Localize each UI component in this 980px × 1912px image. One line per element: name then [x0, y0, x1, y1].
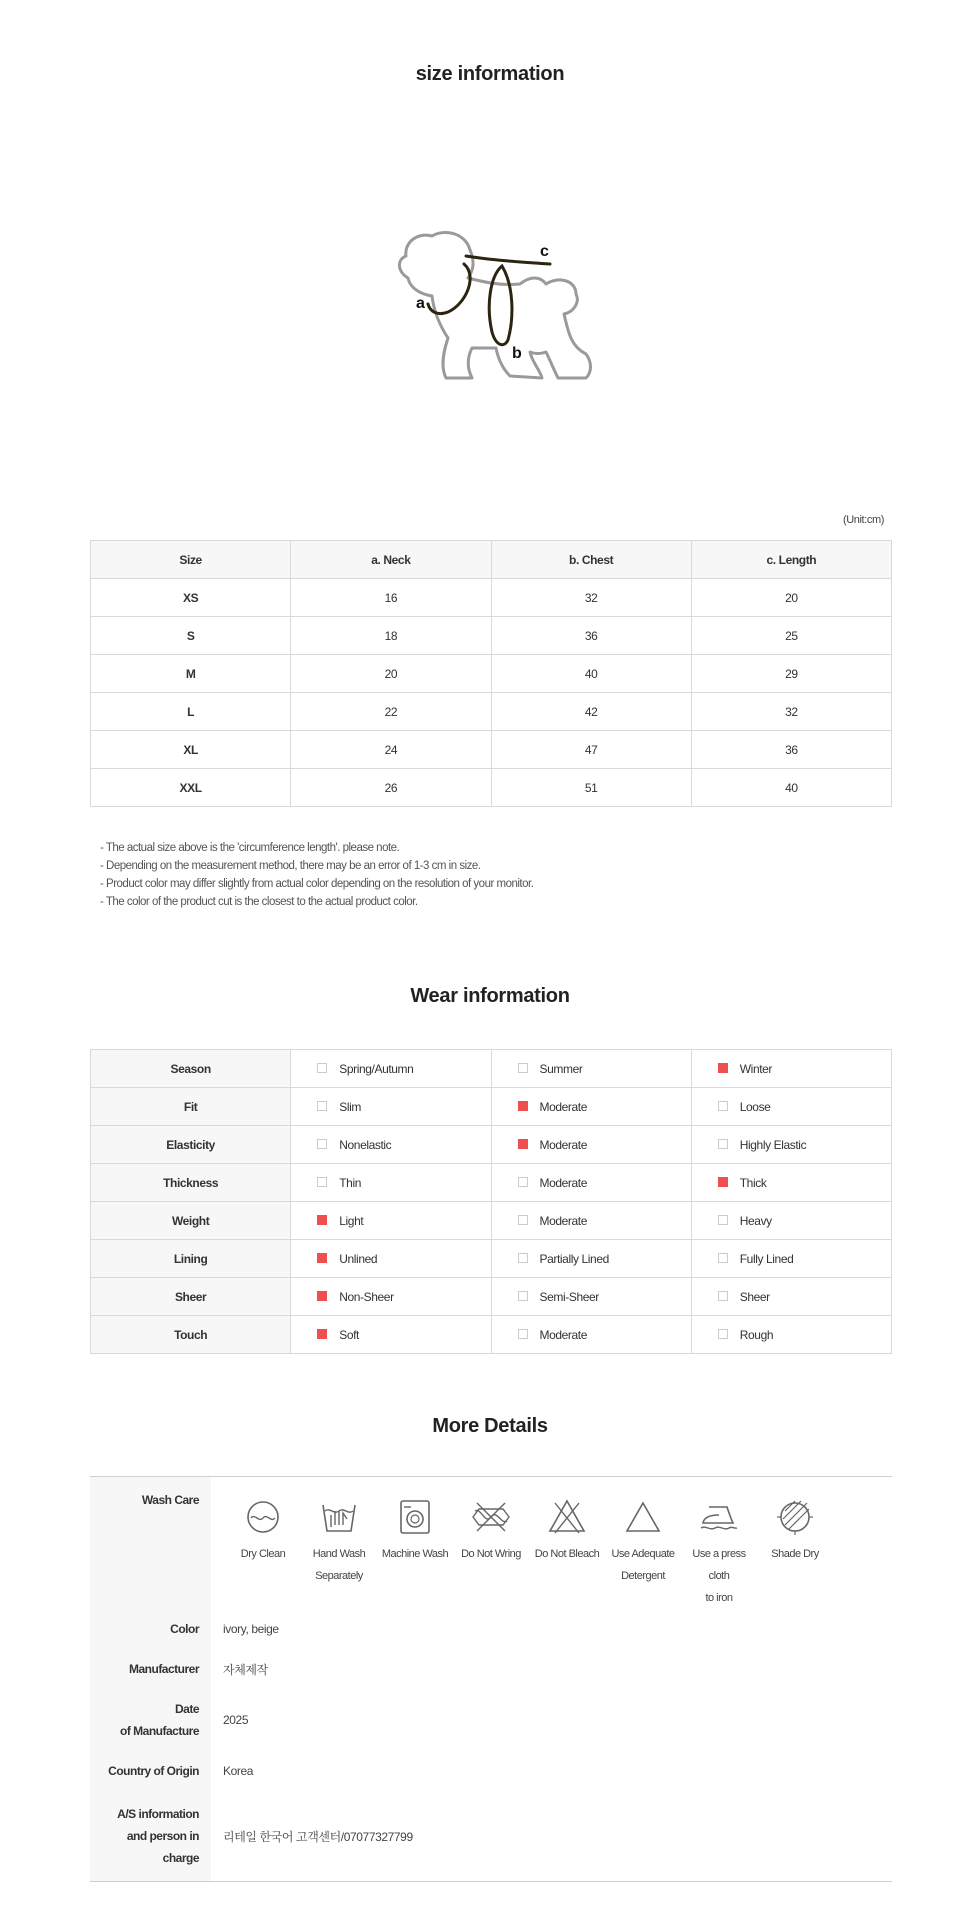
wear-option-label: Highly Elastic: [739, 1137, 807, 1152]
detail-label-line: and person in: [126, 1829, 199, 1843]
size-row: [91, 617, 892, 655]
details-table: [90, 1476, 892, 1882]
detail-value: Korea: [223, 1764, 254, 1778]
wear-option-cell: [291, 1050, 491, 1088]
wear-option-cell: [291, 1316, 491, 1354]
wear-option-label: Sheer: [739, 1289, 770, 1304]
wear-option-label: Moderate: [539, 1099, 587, 1114]
wash-care-text: Dry Clean: [240, 1548, 286, 1560]
wear-option-cell: [691, 1088, 891, 1126]
checkbox-checked: [518, 1139, 528, 1149]
chest-cell: 51: [491, 769, 691, 807]
wear-option-label: Light: [339, 1213, 364, 1228]
checkbox-unchecked: [718, 1139, 728, 1149]
wash-care-text: Machine Wash: [381, 1548, 449, 1560]
wear-option-cell: [491, 1164, 691, 1202]
chest-cell: 47: [491, 731, 691, 769]
checkbox-unchecked: [317, 1177, 327, 1187]
wear-option-cell: [491, 1202, 691, 1240]
size-notes: [100, 839, 533, 911]
checkbox-unchecked: [718, 1215, 728, 1225]
neck-cell: 20: [291, 655, 491, 693]
wash-care-item: [453, 1497, 529, 1565]
detail-value: 리테일 한국어 고객센터/07077327799: [223, 1829, 413, 1844]
size-row: [91, 731, 892, 769]
wear-option-label: Moderate: [539, 1213, 587, 1228]
wear-option-cell: [691, 1164, 891, 1202]
size-info-title: size information: [415, 63, 565, 85]
more-details-title: More Details: [432, 1415, 548, 1437]
detail-label-line: of Manufacture: [119, 1724, 199, 1738]
wash-care-item: [681, 1497, 757, 1609]
checkbox-checked: [718, 1177, 728, 1187]
wear-row-thickness: [91, 1164, 892, 1202]
chest-cell: 40: [491, 655, 691, 693]
do-not-bleach-icon: [547, 1497, 587, 1537]
note-line: - Depending on the measurement method, there may be an error of 1-3 cm in size.: [100, 860, 481, 872]
size-cell: XS: [91, 579, 291, 617]
length-measure-line: [466, 256, 550, 264]
chest-cell: 32: [491, 579, 691, 617]
checkbox-unchecked: [718, 1253, 728, 1263]
wash-care-text: Do Not Wring: [461, 1548, 521, 1560]
wear-row-sheer: [91, 1278, 892, 1316]
wear-option-cell: [491, 1088, 691, 1126]
wear-option-label: Loose: [739, 1099, 771, 1114]
detail-label-line: Color: [170, 1622, 199, 1636]
wear-table: [90, 1049, 892, 1354]
wear-label: Sheer: [91, 1278, 291, 1316]
wash-care-text: Separately: [315, 1570, 363, 1582]
press-cloth-iron-icon: [699, 1497, 739, 1537]
wear-option-cell: [291, 1126, 491, 1164]
detail-label: [90, 1751, 211, 1791]
wear-option-cell: [691, 1050, 891, 1088]
wear-option-label: Moderate: [539, 1137, 587, 1152]
wear-option-cell: [291, 1278, 491, 1316]
wear-option-cell: [691, 1278, 891, 1316]
wash-care-item: [225, 1497, 301, 1565]
wear-row-season: [91, 1050, 892, 1088]
checkbox-checked: [518, 1101, 528, 1111]
wash-care-item: [301, 1497, 377, 1587]
unit-label: (Unit:cm): [842, 514, 884, 526]
size-row: [91, 693, 892, 731]
wear-option-label: Fully Lined: [739, 1251, 794, 1266]
wear-label: Season: [91, 1050, 291, 1088]
wear-row-lining: [91, 1240, 892, 1278]
header-length: c. Length: [691, 541, 891, 579]
wear-row-fit: [91, 1088, 892, 1126]
wear-option-label: Nonelastic: [339, 1137, 392, 1152]
machine-wash-icon: [395, 1497, 435, 1537]
checkbox-unchecked: [317, 1139, 327, 1149]
label-a: a: [416, 295, 425, 312]
wear-label: Fit: [91, 1088, 291, 1126]
wear-option-cell: [691, 1316, 891, 1354]
wear-label: Touch: [91, 1316, 291, 1354]
wear-option-label: Moderate: [539, 1175, 587, 1190]
wash-care-text: Detergent: [621, 1570, 665, 1582]
wear-option-label: Summer: [539, 1061, 583, 1076]
hand-wash-icon: [319, 1497, 359, 1537]
wear-option-label: Moderate: [539, 1327, 587, 1342]
detail-label: [90, 1689, 211, 1751]
neck-cell: 22: [291, 693, 491, 731]
length-cell: 25: [691, 617, 891, 655]
wear-option-cell: [291, 1088, 491, 1126]
neck-cell: 18: [291, 617, 491, 655]
chest-measure-line: [489, 266, 512, 345]
detail-row: [90, 1751, 892, 1791]
wash-care-text: Do Not Bleach: [534, 1548, 600, 1560]
chest-cell: 36: [491, 617, 691, 655]
wear-option-label: Non-Sheer: [339, 1289, 394, 1304]
note-line: - The color of the product cut is the closest to the actual product color.: [100, 896, 418, 908]
detail-label-line: Date: [174, 1702, 199, 1716]
detail-label: [90, 1649, 211, 1689]
shade-dry-icon: [775, 1497, 815, 1537]
wear-option-cell: [291, 1240, 491, 1278]
size-row: [91, 579, 892, 617]
checkbox-unchecked: [718, 1329, 728, 1339]
chest-cell: 42: [491, 693, 691, 731]
checkbox-unchecked: [317, 1063, 327, 1073]
wear-label: Thickness: [91, 1164, 291, 1202]
detail-label-line: Manufacturer: [128, 1662, 199, 1676]
detail-label-line: A/S information: [117, 1807, 199, 1821]
wear-option-cell: [491, 1316, 691, 1354]
size-cell: M: [91, 655, 291, 693]
detail-row: [90, 1791, 892, 1881]
wear-label: Lining: [91, 1240, 291, 1278]
wash-care-text: Use Adequate: [611, 1548, 675, 1560]
detail-label: [90, 1791, 211, 1881]
wear-row-elasticity: [91, 1126, 892, 1164]
wear-option-cell: [691, 1202, 891, 1240]
checkbox-unchecked: [518, 1215, 528, 1225]
detail-value: ivory, beige: [223, 1622, 279, 1636]
size-header-row: [91, 541, 892, 579]
note-line: - Product color may differ slightly from actual color depending on the resolution of your monitor.: [100, 878, 534, 890]
wash-care-row: [90, 1477, 892, 1609]
length-cell: 29: [691, 655, 891, 693]
wash-care-icons: [211, 1477, 833, 1609]
length-cell: 40: [691, 769, 891, 807]
dry-clean-icon: [243, 1497, 283, 1537]
checkbox-unchecked: [518, 1291, 528, 1301]
checkbox-unchecked: [518, 1329, 528, 1339]
checkbox-unchecked: [518, 1177, 528, 1187]
wash-care-item: [529, 1497, 605, 1565]
wear-option-label: Slim: [339, 1099, 361, 1114]
checkbox-checked: [317, 1253, 327, 1263]
wear-option-cell: [691, 1126, 891, 1164]
checkbox-checked: [317, 1291, 327, 1301]
dog-measurement-diagram: [380, 220, 610, 380]
wash-care-item: [757, 1497, 833, 1565]
detail-label-line: Country of Origin: [108, 1764, 199, 1778]
wear-option-label: Thin: [339, 1175, 361, 1190]
wear-option-cell: [491, 1126, 691, 1164]
wear-option-label: Rough: [739, 1327, 774, 1342]
header-size: Size: [91, 541, 291, 579]
wash-care-label: Wash Care: [90, 1477, 211, 1609]
wear-option-label: Semi-Sheer: [539, 1289, 599, 1304]
wash-care-text: to iron: [705, 1592, 733, 1604]
size-cell: L: [91, 693, 291, 731]
wash-care-text: Shade Dry: [771, 1548, 819, 1560]
size-cell: XL: [91, 731, 291, 769]
label-b: b: [512, 345, 522, 362]
wear-option-label: Soft: [339, 1327, 359, 1342]
checkbox-unchecked: [518, 1063, 528, 1073]
checkbox-unchecked: [718, 1101, 728, 1111]
detail-value: 2025: [223, 1713, 249, 1727]
wear-option-cell: [491, 1278, 691, 1316]
detail-value: 자체제작: [223, 1662, 268, 1677]
wear-option-label: Winter: [739, 1061, 773, 1076]
size-table: [90, 540, 892, 807]
wear-option-label: Thick: [739, 1175, 767, 1190]
header-chest: b. Chest: [491, 541, 691, 579]
wear-option-label: Unlined: [339, 1251, 378, 1266]
wear-option-label: Spring/Autumn: [339, 1061, 414, 1076]
wash-care-item: [605, 1497, 681, 1587]
checkbox-unchecked: [518, 1253, 528, 1263]
note-line: - The actual size above is the 'circumference length'. please note.: [100, 842, 400, 854]
label-c: c: [540, 243, 549, 260]
wear-option-label: Heavy: [739, 1213, 772, 1228]
wear-option-cell: [691, 1240, 891, 1278]
wash-care-text: Hand Wash: [312, 1548, 366, 1560]
length-cell: 32: [691, 693, 891, 731]
checkbox-unchecked: [718, 1291, 728, 1301]
checkbox-checked: [317, 1215, 327, 1225]
length-cell: 36: [691, 731, 891, 769]
length-cell: 20: [691, 579, 891, 617]
wear-info-title: Wear information: [410, 985, 570, 1007]
wear-label: Elasticity: [91, 1126, 291, 1164]
do-not-wring-icon: [471, 1497, 511, 1537]
neck-cell: 16: [291, 579, 491, 617]
neck-cell: 24: [291, 731, 491, 769]
detail-label: [90, 1609, 211, 1649]
wear-row-touch: [91, 1316, 892, 1354]
wash-care-item: [377, 1497, 453, 1565]
detail-row: [90, 1689, 892, 1751]
wear-option-label: Partially Lined: [539, 1251, 609, 1266]
detergent-icon: [623, 1497, 663, 1537]
detail-row: [90, 1609, 892, 1649]
size-row: [91, 655, 892, 693]
size-cell: XXL: [91, 769, 291, 807]
checkbox-checked: [718, 1063, 728, 1073]
size-row: [91, 769, 892, 807]
checkbox-unchecked: [317, 1101, 327, 1111]
detail-label-line: charge: [162, 1851, 199, 1865]
wear-option-cell: [291, 1202, 491, 1240]
size-cell: S: [91, 617, 291, 655]
wear-option-cell: [291, 1164, 491, 1202]
wear-label: Weight: [91, 1202, 291, 1240]
wash-care-text: Use a press cloth: [692, 1548, 746, 1582]
wear-option-cell: [491, 1050, 691, 1088]
neck-cell: 26: [291, 769, 491, 807]
wear-row-weight: [91, 1202, 892, 1240]
checkbox-checked: [317, 1329, 327, 1339]
detail-row: [90, 1649, 892, 1689]
wear-option-cell: [491, 1240, 691, 1278]
header-neck: a. Neck: [291, 541, 491, 579]
